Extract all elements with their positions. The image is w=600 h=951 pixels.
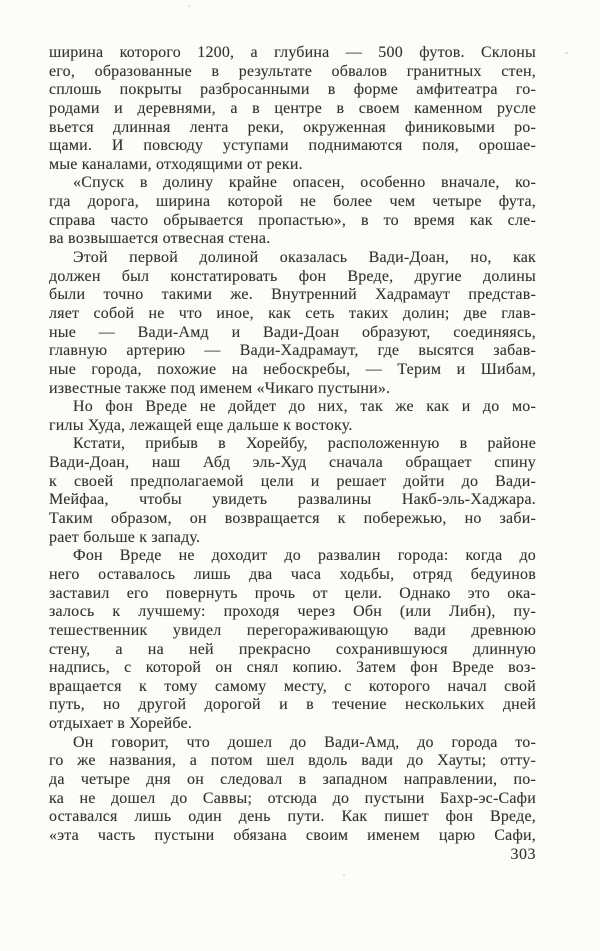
text-line: главную артерию — Вади-Хадрамаут, где высятся забав- — [49, 342, 536, 360]
paragraph — [49, 435, 536, 547]
text-line: Вади-Доан, наш Абд эль-Худ сначала обращает спину — [49, 454, 536, 472]
text-line: вращается к тому самому месту, с которого начал свой — [49, 677, 536, 695]
text-line: ляет собой не что иное, как сеть таких долин; две глав- — [49, 304, 536, 322]
text-line: ва возвышается отвесная стена. — [49, 230, 271, 248]
paragraph — [49, 174, 536, 249]
text-line: родами и деревнями, а в центре в своем каменном русле — [49, 99, 536, 117]
text-line: стену, а на ней прекрасно сохранившуюся длинную — [49, 640, 536, 658]
text-line: ные — Вади-Амд и Вади-Доан образуют, соединяясь, — [49, 323, 536, 341]
text-line: «эта часть пустыни обязана своим именем царю Сафи, — [49, 826, 536, 844]
text-line: рает больше к западу. — [49, 528, 201, 546]
text-line: путь, но другой дорогой и в течение нескольких дней — [49, 696, 536, 714]
paragraph — [49, 734, 536, 846]
paragraph — [49, 249, 536, 398]
text-line: должен был констатировать фон Вреде, другие долины — [49, 267, 536, 285]
scan-speck — [343, 874, 345, 876]
text-line: щами. И повсюду уступами поднимаются поля, орошае- — [49, 137, 536, 155]
paragraph — [49, 547, 536, 733]
text-line: сплошь покрыты разбросанными в форме амфитеатра го- — [49, 81, 536, 99]
text-line: залось к лучшему: проходя через Обн (или Либн), пу- — [49, 603, 536, 621]
text-line: го же названия, а потом шел вдоль вади до Хауты; отту- — [49, 752, 536, 770]
scan-speck — [175, 938, 177, 939]
text-line: Кстати, прибыв в Хорейбу, расположенную в районе — [73, 435, 536, 453]
page-number: 303 — [510, 846, 536, 863]
text-line: отдыхает в Хорейбе. — [49, 715, 193, 733]
text-line: него оставалось лишь два часа ходьбы, отряд бедуинов — [49, 565, 536, 583]
text-line: гилы Худа, лежащей еще дальше к востоку. — [49, 416, 353, 434]
text-line: справа часто обрывается пропастью», в то время как сле- — [49, 211, 536, 229]
text-line: Но фон Вреде не дойдет до них, так же как и до мо- — [73, 398, 536, 416]
text-line: Он говорит, что дошел до Вади-Амд, до города то- — [73, 733, 536, 751]
text-line: к своей предполагаемой цели и решает дойти до Вади- — [49, 472, 536, 490]
text-line: Фон Вреде не доходит до развалин города: когда до — [73, 547, 536, 565]
page-text-block — [49, 44, 536, 846]
text-line: надпись, с которой он снял копию. Затем фон Вреде воз- — [49, 659, 536, 677]
text-line: ширина которого 1200, а глубина — 500 футов. Склоны — [49, 44, 536, 61]
scan-speck — [565, 52, 568, 54]
text-line: были точно такими же. Внутренний Хадрамаут представ- — [49, 286, 536, 304]
text-line: тешественник увидел перегораживающую вади древнюю — [49, 621, 536, 639]
text-line: Этой первой долиной оказалась Вади-Доан, но, как — [73, 249, 536, 267]
text-line: мые каналами, отходящими от реки. — [49, 155, 303, 173]
text-line: да четыре дня он следовал в западном направлении, по- — [49, 770, 536, 788]
text-line: известные также под именем «Чикаго пустыни». — [49, 379, 391, 397]
text-line: Таким образом, он возвращается к побережью, но заби- — [49, 510, 536, 528]
text-line: гда дорога, ширина которой не более чем четыре фута, — [49, 193, 536, 211]
text-line: ные города, похожие на небоскребы, — Терим и Шибам, — [49, 360, 536, 378]
text-line: его, образованные в результате обвалов гранитных стен, — [49, 62, 536, 80]
text-line: ка не дошел до Саввы; отсюда до пустыни Бахр-эс-Сафи — [49, 789, 536, 807]
paragraph — [49, 398, 536, 435]
text-line: вьется длинная лента реки, окруженная финиковыми ро- — [49, 118, 536, 136]
text-line: оставался лишь один день пути. Как пишет фон Вреде, — [49, 808, 536, 826]
scan-speck — [188, 5, 190, 7]
text-line: заставил его повернуть прочь от цели. Однако это ока- — [49, 584, 536, 602]
paragraph — [49, 44, 536, 174]
text-line: «Спуск в долину крайне опасен, особенно вначале, ко- — [73, 174, 536, 192]
text-line: Мейфаа, чтобы увидеть развалины Накб-эль-Хаджара. — [49, 491, 536, 509]
